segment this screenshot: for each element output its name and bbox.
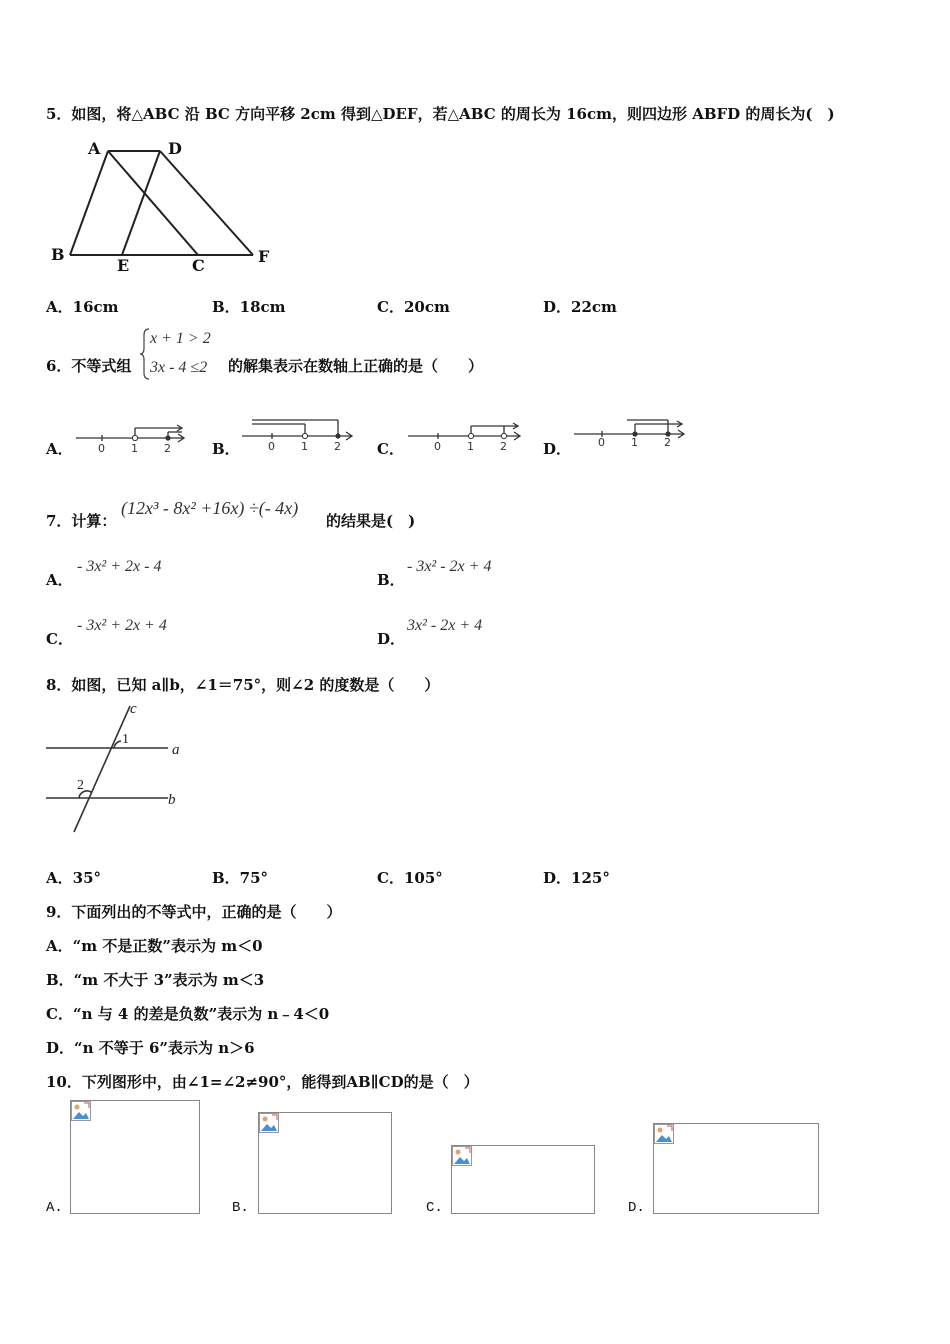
q6-inequality-1: x + 1 > 2 bbox=[150, 330, 211, 347]
q7-option-d[interactable]: 3x² - 2x + 4 bbox=[407, 617, 483, 634]
q7-prefix: 7．计算： bbox=[46, 512, 117, 530]
q10-option-d-label[interactable]: D. bbox=[628, 1200, 645, 1216]
q7-option-c[interactable]: - 3x² + 2x + 4 bbox=[77, 617, 167, 634]
q6-option-a-label[interactable]: A． bbox=[46, 440, 73, 458]
tick-2: 2 bbox=[334, 440, 341, 453]
tick-0: 0 bbox=[598, 436, 605, 449]
q7-option-b[interactable]: - 3x² - 2x + 4 bbox=[407, 558, 492, 575]
q5-option-d[interactable]: D．22cm bbox=[543, 298, 617, 316]
tick-1: 1 bbox=[131, 442, 138, 455]
tick-0: 0 bbox=[98, 442, 105, 455]
q8-option-c[interactable]: C．105° bbox=[377, 869, 443, 887]
q6-prefix: 6．不等式组 bbox=[46, 357, 132, 375]
q10-option-b-image[interactable] bbox=[258, 1112, 392, 1214]
q6-option-b-label[interactable]: B． bbox=[212, 440, 240, 458]
q6-number-line-b[interactable] bbox=[240, 412, 355, 456]
tick-2: 2 bbox=[664, 436, 671, 449]
q6-number-line-a[interactable] bbox=[74, 418, 189, 458]
line-c-label: c bbox=[130, 701, 137, 717]
broken-image-icon bbox=[654, 1124, 674, 1144]
q7-option-a[interactable]: - 3x² + 2x - 4 bbox=[77, 558, 162, 575]
q8-option-a[interactable]: A．35° bbox=[46, 869, 102, 887]
q6-suffix: 的解集表示在数轴上正确的是（ ） bbox=[228, 357, 484, 375]
tick-1: 1 bbox=[301, 440, 308, 453]
q10-option-a-image[interactable] bbox=[70, 1100, 200, 1214]
q9-option-b[interactable]: B．“m 不大于 3”表示为 m＜3 bbox=[46, 971, 265, 989]
label-C: C bbox=[192, 256, 205, 275]
label-D: D bbox=[168, 139, 182, 158]
line-a-label: a bbox=[172, 742, 180, 758]
q6-brace bbox=[140, 328, 150, 380]
q7-option-a-label[interactable]: A． bbox=[46, 571, 73, 589]
q6-number-line-d[interactable] bbox=[572, 410, 690, 450]
tick-1: 1 bbox=[631, 436, 638, 449]
q8-question: 8．如图，已知 a∥b，∠1＝75°，则∠2 的度数是（ ） bbox=[46, 676, 440, 694]
q8-option-d[interactable]: D．125° bbox=[543, 869, 610, 887]
q9-option-d[interactable]: D．“n 不等于 6”表示为 n＞6 bbox=[46, 1039, 255, 1057]
broken-image-icon bbox=[452, 1146, 472, 1166]
broken-image-icon bbox=[259, 1113, 279, 1133]
q10-option-c-image[interactable] bbox=[451, 1145, 595, 1214]
q9-option-a[interactable]: A．“m 不是正数”表示为 m＜0 bbox=[46, 937, 263, 955]
tick-2: 2 bbox=[500, 440, 507, 453]
q7-expression: (12x³ - 8x² +16x) ÷(- 4x) bbox=[121, 498, 299, 518]
q10-question: 10．下列图形中，由∠1=∠2≠90°，能得到AB∥CD的是（ ） bbox=[46, 1073, 479, 1091]
q6-option-c-label[interactable]: C． bbox=[377, 440, 404, 458]
label-A: A bbox=[88, 139, 101, 158]
q10-option-d-image[interactable] bbox=[653, 1123, 819, 1214]
q9-option-c[interactable]: C．“n 与 4 的差是负数”表示为 n﹣4＜0 bbox=[46, 1005, 330, 1023]
line-b-label: b bbox=[168, 792, 176, 808]
q5-question: 5．如图，将△ABC 沿 BC 方向平移 2cm 得到△DEF，若△ABC 的周长为 16cm，则四边形 ABFD 的周长为( ) bbox=[46, 105, 835, 123]
tick-1: 1 bbox=[467, 440, 474, 453]
q6-option-d-label[interactable]: D． bbox=[543, 440, 572, 458]
tick-0: 0 bbox=[434, 440, 441, 453]
label-F: F bbox=[258, 247, 270, 266]
q7-option-b-label[interactable]: B． bbox=[377, 571, 405, 589]
q10-option-b-label[interactable]: B. bbox=[232, 1200, 249, 1216]
angle-1-label: 1 bbox=[122, 732, 129, 747]
broken-image-icon bbox=[71, 1101, 91, 1121]
q10-option-a-label[interactable]: A. bbox=[46, 1200, 63, 1216]
q7-option-d-label[interactable]: D． bbox=[377, 630, 406, 648]
q5-diagram bbox=[48, 138, 278, 273]
q5-option-b[interactable]: B．18cm bbox=[212, 298, 286, 316]
q8-diagram bbox=[44, 700, 194, 838]
q8-option-b[interactable]: B．75° bbox=[212, 869, 269, 887]
q6-number-line-c[interactable] bbox=[406, 412, 526, 456]
q7-suffix: 的结果是( ) bbox=[326, 512, 416, 530]
tick-2: 2 bbox=[164, 442, 171, 455]
q5-option-c[interactable]: C．20cm bbox=[377, 298, 450, 316]
label-B: B bbox=[51, 245, 65, 264]
tick-0: 0 bbox=[268, 440, 275, 453]
q6-inequality-2: 3x - 4 ≤2 bbox=[150, 359, 208, 376]
label-E: E bbox=[117, 256, 130, 275]
q10-option-c-label[interactable]: C. bbox=[426, 1200, 443, 1216]
q7-option-c-label[interactable]: C． bbox=[46, 630, 73, 648]
angle-2-label: 2 bbox=[77, 778, 84, 793]
q5-option-a[interactable]: A．16cm bbox=[46, 298, 119, 316]
q9-question: 9．下面列出的不等式中，正确的是（ ） bbox=[46, 903, 342, 921]
